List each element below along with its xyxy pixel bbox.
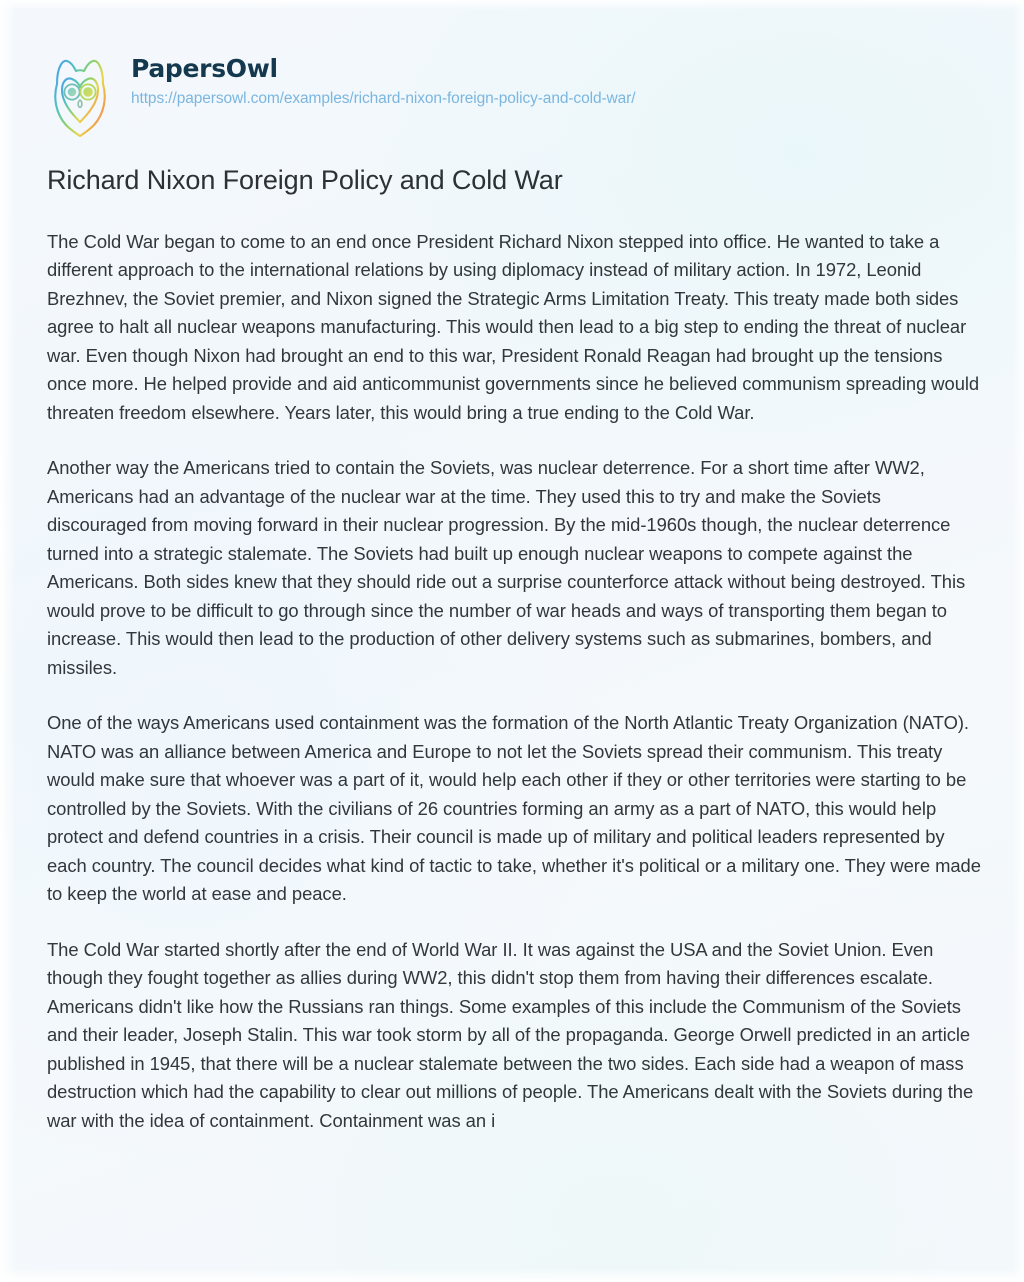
article-paragraph: One of the ways Americans used containment was the formation of the North Atlantic Treaty Organization (NATO). NATO was an alliance between America and Europe to not let the Soviets spread their communism. This treaty would make sure that whoever was a part of it, would help each other if they or other territories were starting to be controlled by the Soviets. With the civilians of 26 countries forming an army as a part of NATO, this would help protect and defend countries in a crisis. Their council is made up of military and political leaders represented by each country. The council decides what kind of tactic to take, whether it's political or a military one. They were made to keep the world at ease and peace. <box>47 712 981 905</box>
article-container <box>47 164 982 1135</box>
source-url[interactable]: https://papersowl.com/examples/richard-nixon-foreign-policy-and-cold-war/ <box>131 89 636 107</box>
page-edge-right <box>1014 0 1024 1282</box>
article-paragraph: The Cold War began to come to an end once President Richard Nixon stepped into office. He wanted to take a different approach to the international relations by using diplomacy instead of military action. In 1972, Leonid Brezhnev, the Soviet premier, and Nixon signed the Strategic Arms Limitation Treaty. This treaty made both sides agree to halt all nuclear weapons manufacturing. This would then lead to a big step to ending the threat of nuclear war. Even though Nixon had brought an end to this war, President Ronald Reagan had brought up the tensions once more. He helped provide and aid anticommunist governments since he believed communism spreading would threaten freedom elsewhere. Years later, this would bring a true ending to the Cold War. <box>47 230 980 423</box>
brand-name: PapersOwl <box>131 54 278 83</box>
page-edge-left <box>0 0 14 1282</box>
article-body <box>47 228 982 1136</box>
owl-heart-logo-icon <box>47 56 113 140</box>
page-edge-top <box>0 0 1024 10</box>
article-paragraph: The Cold War started shortly after the end of World War II. It was against the USA and the Soviet Union. Even though they fought together as allies during WW2, this didn't stop them from having their differences escalate. Americans didn't like how the Russians ran things. Some examples of this include the Communism of the Soviets and their leader, Joseph Stalin. This war took storm by all of the propaganda. George Orwell predicted in an article published in 1945, that there will be a nuclear stalemate between the two sides. Each side had a weapon of mass destruction which had the capability to clear out millions of people. The Americans dealt with the Soviets during the war with the idea of containment. Containment was an i <box>47 938 974 1131</box>
page-edge-bottom <box>0 1268 1024 1282</box>
brand-text-block <box>131 52 635 108</box>
article-paragraph: Another way the Americans tried to contain the Soviets, was nuclear deterrence. For a short time after WW2, Americans had an advantage of the nuclear war at the time. They used this to try and make the Soviets discouraged from moving forward in their nuclear progression. By the mid-1960s though, the nuclear deterrence turned into a strategic stalemate. The Soviets had built up enough nuclear weapons to compete against the Americans. Both sides knew that they should ride out a surprise counterforce attack without being destroyed. This would prove to be difficult to go through since the number of war heads and ways of transporting them began to increase. This would then lead to the production of other delivery systems such as submarines, bombers, and missiles. <box>47 457 966 678</box>
page-title: Richard Nixon Foreign Policy and Cold War <box>47 165 563 195</box>
site-branding <box>47 52 635 140</box>
